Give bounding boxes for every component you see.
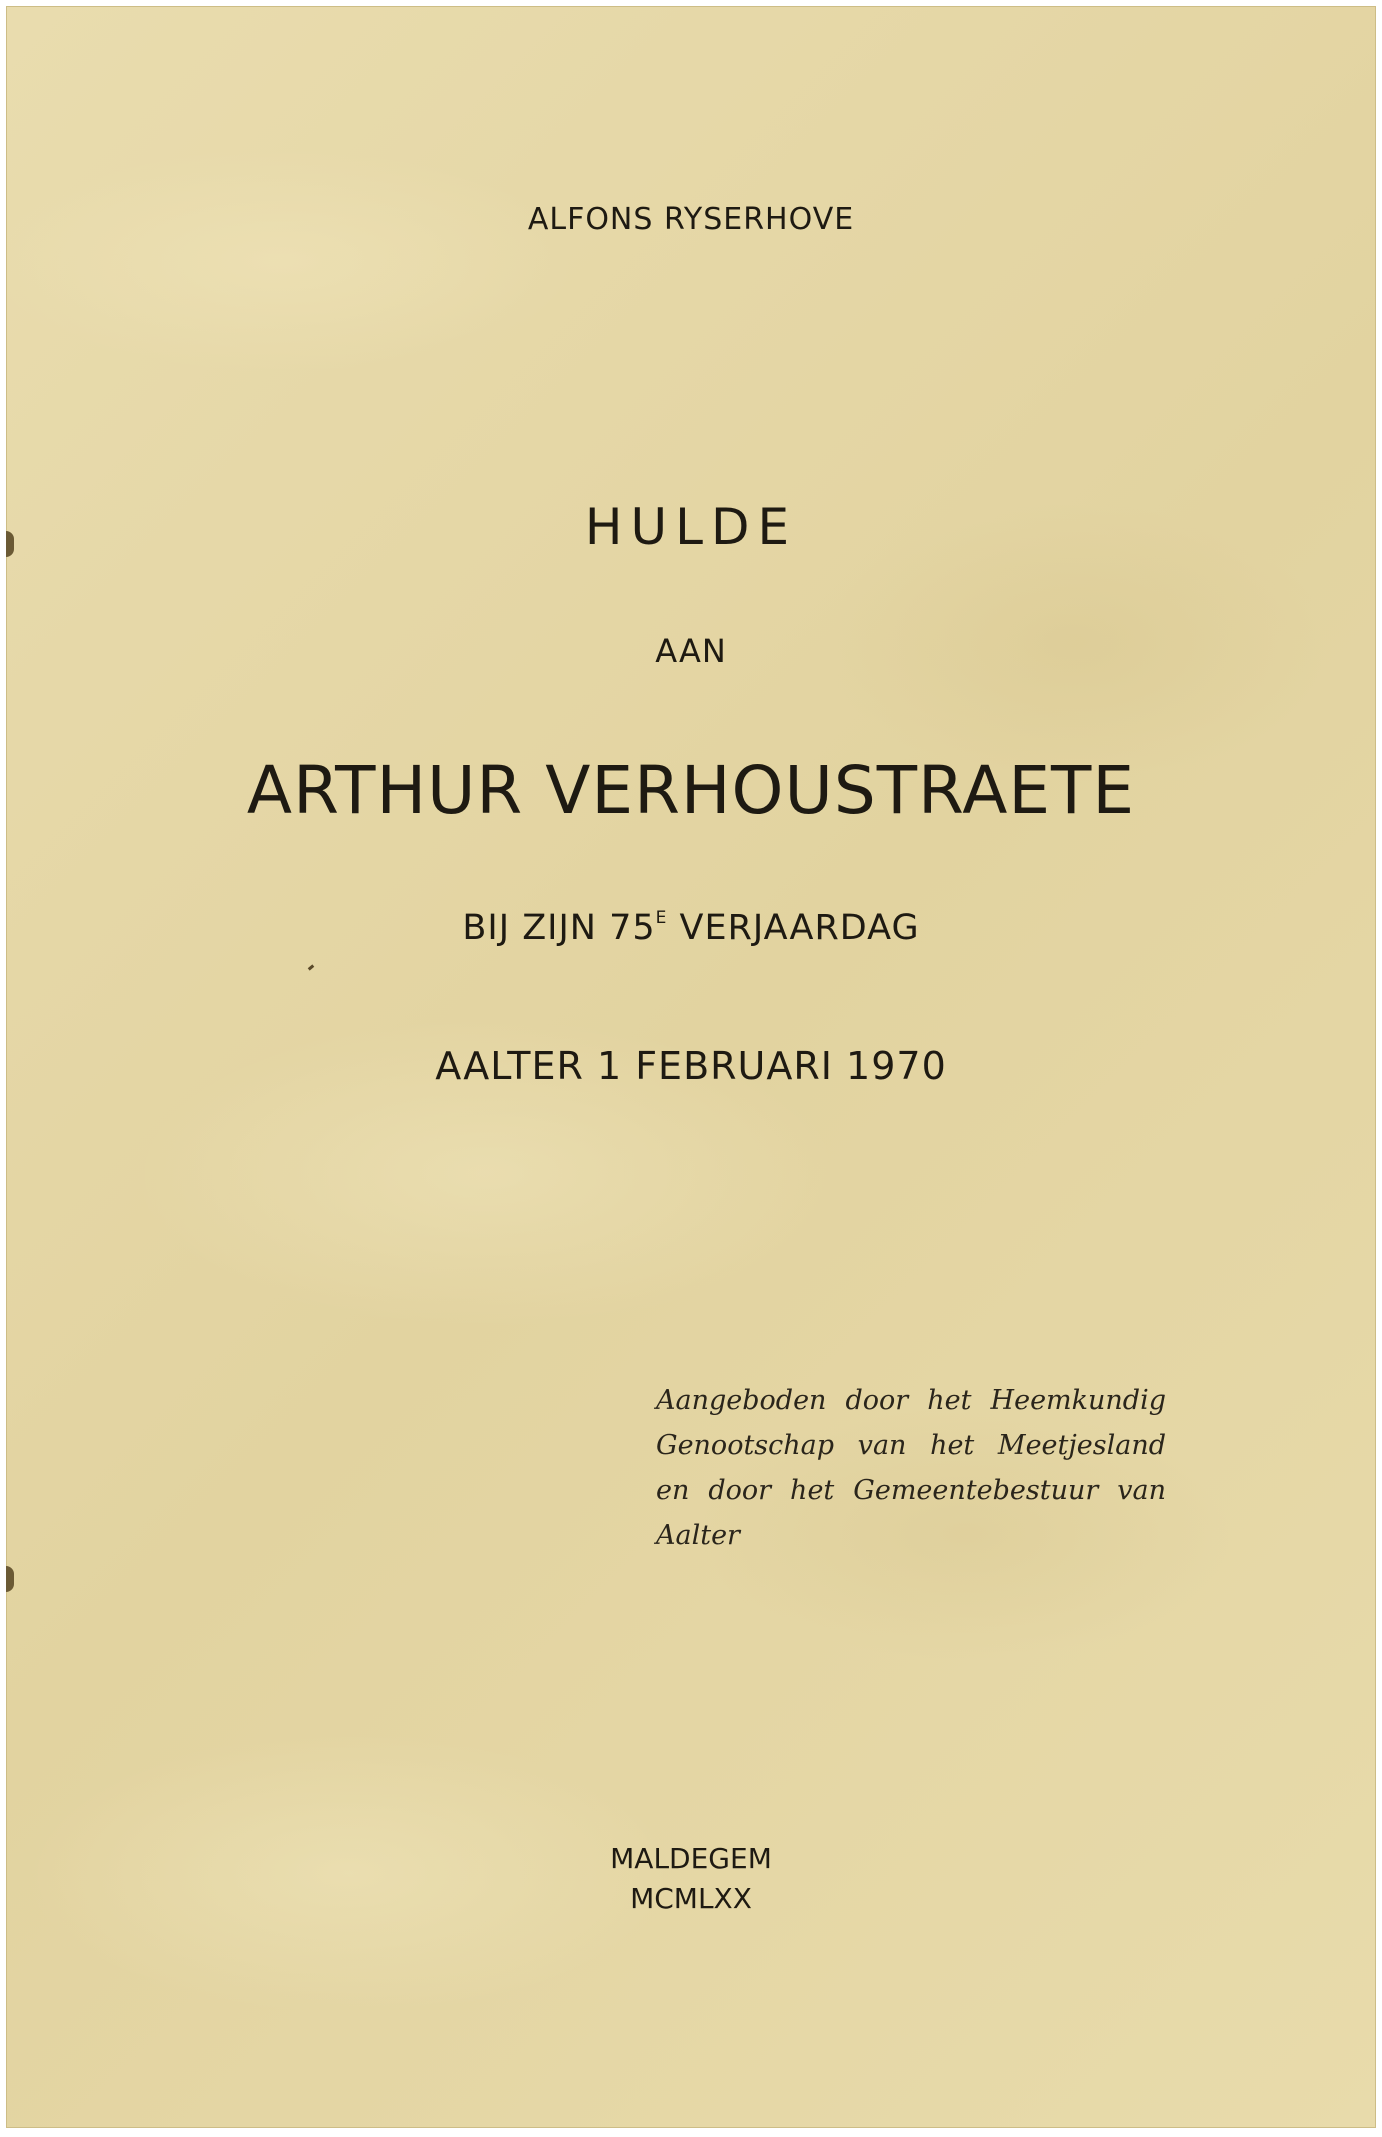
publisher-place: MALDEGEM (610, 1842, 772, 1875)
title-connector: AAN (655, 632, 727, 670)
book-cover (6, 6, 1376, 2128)
place-and-date: AALTER 1 FEBRUARI 1970 (435, 1044, 947, 1088)
imprint (6, 1839, 1376, 1919)
occasion-prefix: BIJ ZIJN 75 (462, 908, 656, 948)
honoree-name: ARTHUR VERHOUSTRAETE (246, 752, 1136, 829)
dedication-line: Aangeboden door het Heemkundig (656, 1385, 1166, 1416)
dedication-block (656, 1378, 1166, 1558)
publication-year: MCMLXX (630, 1882, 752, 1915)
occasion-suffix: VERJAARDAG (667, 908, 920, 948)
punch-hole-bottom (6, 1566, 14, 1592)
dedication-line: Genootschap van het Meetjesland (656, 1430, 1166, 1461)
ink-speck (308, 964, 315, 970)
cover-title: HULDE (584, 498, 798, 556)
dedication-line: Aalter (656, 1520, 740, 1551)
occasion-superscript: E (655, 908, 668, 928)
occasion-line (6, 908, 1376, 948)
dedication-line: en door het Gemeentebestuur van (656, 1475, 1166, 1506)
author-name: ALFONS RYSERHOVE (527, 202, 855, 237)
